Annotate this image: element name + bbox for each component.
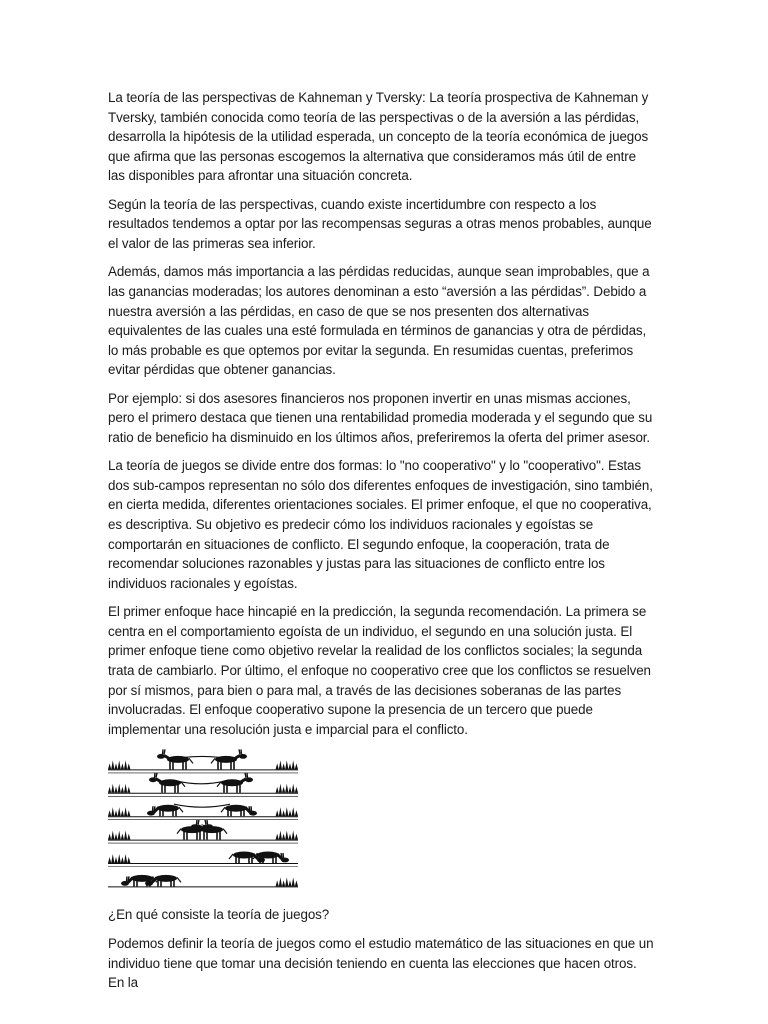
closing-paragraph: Podemos definir la teoría de juegos como el estudio matemático de las situaciones en que un individuo tiene que tomar una decisión teniendo en cuenta las elecciones que hacen otros. En la (108, 935, 654, 991)
paragraph-1: La teoría de las perspectivas de Kahneman y Tversky: La teoría prospectiva de Kahneman y Tversky, también conocida como teoría de las perspectivas o de la aversión a las pérdidas, desarrolla la hipótesis de la utilidad esperada, un concepto de la teoría económica de juegos que afirma que las personas escogemos la alternativa que consideramos más útil de entre las disponibles para afrontar una situación concreta. (108, 90, 649, 184)
document-page (108, 88, 656, 1002)
svg-text:?: ? (200, 824, 205, 835)
donkey-panel (108, 843, 298, 863)
donkey-panel (108, 797, 298, 817)
paragraph-5: La teoría de juegos se divide entre dos formas: lo "no cooperativo" y lo "cooperativo". Estas dos sub-campos representan no sólo dos diferentes enfoques de investigación, sino también, en cierta medida, diferentes orientaciones sociales. El primer enfoque, el que no cooperativa, es descriptiva. Su objetivo es predecir cómo los individuos racionales y egoístas se comportarán en situaciones de conflicto. El segundo enfoque, la cooperación, trata de recomendar soluciones razonables y justas para las situaciones de conflicto entre los individuos racionales y egoístas. (108, 458, 653, 591)
donkey-panel (108, 773, 298, 794)
donkey-panel (108, 820, 298, 841)
paragraph-2: Según la teoría de las perspectivas, cuando existe incertidumbre con respecto a los resultados tendemos a optar por las recompensas seguras a otras menos probables, aunque el valor de las primeras sea inferior. (108, 196, 652, 251)
donkey-panel (108, 867, 298, 887)
paragraph-6: El primer enfoque hace hincapié en la predicción, la segunda recomendación. La primera se centra en el comportamiento egoísta de un individuo, el segundo en una solución justa. El primer enfoque tiene como objetivo revelar la realidad de los conflictos sociales; la segunda trata de cambiarlo. Por último, el enfoque no cooperativo cree que los conflictos se resuelven por sí mismos, para bien o para mal, a través de las decisiones soberanas de las partes involucradas. El enfoque cooperativo supone la presencia de un tercero que puede implementar una resolución justa e imparcial para el conflicto. (108, 604, 651, 737)
donkeys-cooperation-figure (108, 749, 298, 891)
section-heading: ¿En qué consiste la teoría de juegos? (108, 907, 330, 923)
donkey-panel (108, 750, 298, 771)
paragraph-3: Además, damos más importancia a las pérdidas reducidas, aunque sean improbables, que a las ganancias moderadas; los autores denominan a esto “aversión a las pérdidas”. Debido a nuestra aversión a las pérdidas, en caso de que se nos presenten dos alternativas equivalentes de las cuales una esté formulada en términos de ganancias y otra de pérdidas, lo más probable es que optemos por evitar la segunda. En resumidas cuentas, preferimos evitar pérdidas que obtener ganancias. (108, 264, 650, 378)
donkeys-illustration-icon (108, 749, 298, 891)
paragraph-4: Por ejemplo: si dos asesores financieros nos proponen invertir en unas mismas acciones, pero el primero destaca que tienen una rentabilidad promedia moderada y el segundo que su ratio de beneficio ha disminuido en los últimos años, preferiremos la oferta del primer asesor. (108, 390, 653, 445)
